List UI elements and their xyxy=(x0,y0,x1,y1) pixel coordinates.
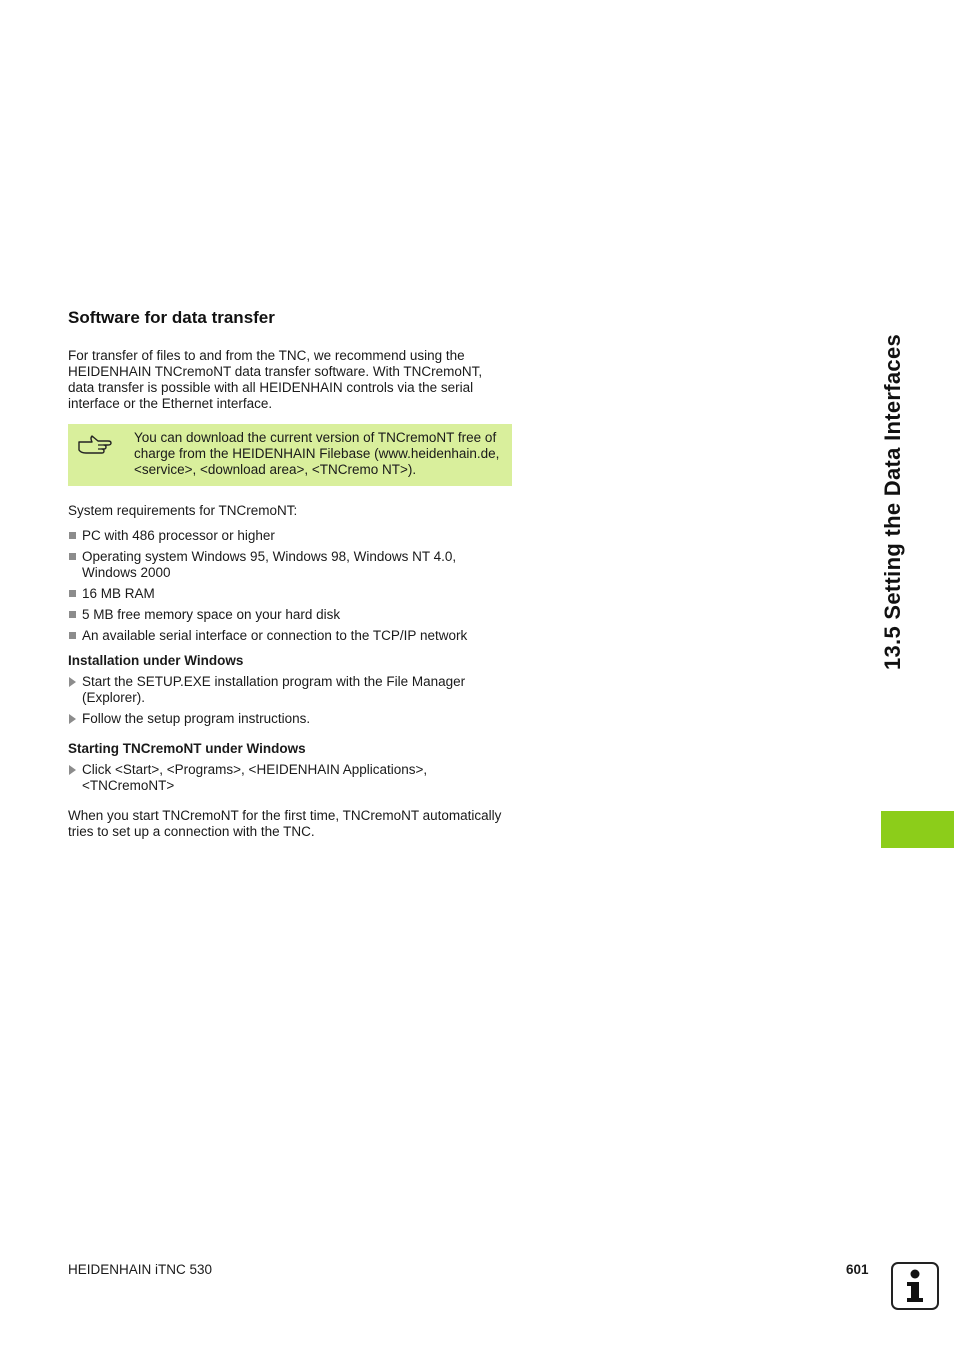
footer-manual-name: HEIDENHAIN iTNC 530 xyxy=(68,1262,213,1277)
intro-paragraph: For transfer of files to and from the TNC, we recommend using the HEIDENHAIN TNCremoNT data transfer software. With TNCremoNT, data transfer is possible with all HEIDENHAIN controls via the serial interface or the Ethernet interface. xyxy=(68,348,483,411)
install-steps xyxy=(68,674,512,727)
requirements-list xyxy=(68,528,512,644)
list-item: Click <Start>, <Programs>, <HEIDENHAIN Applications>, <TNCremoNT> xyxy=(68,762,512,794)
section-heading: Software for data transfer xyxy=(68,308,275,327)
list-item: Operating system Windows 95, Windows 98, Windows NT 4.0, Windows 2000 xyxy=(68,549,512,581)
start-heading: Starting TNCremoNT under Windows xyxy=(68,741,306,756)
main-content xyxy=(68,306,512,840)
list-item: Start the SETUP.EXE installation program with the File Manager (Explorer). xyxy=(68,674,512,706)
note-box xyxy=(68,424,512,486)
requirements-intro: System requirements for TNCremoNT: xyxy=(68,503,298,518)
list-item: 16 MB RAM xyxy=(68,586,512,602)
chapter-title-text: 13.5 Setting the Data Interfaces xyxy=(880,333,905,671)
list-item: Follow the setup program instructions. xyxy=(68,711,512,727)
info-icon xyxy=(891,1262,939,1310)
list-item: PC with 486 processor or higher xyxy=(68,528,512,544)
chapter-tab xyxy=(881,811,954,848)
closing-paragraph: When you start TNCremoNT for the first time, TNCremoNT automatically tries to set up a connection with the TNC. xyxy=(68,808,502,839)
note-text: You can download the current version of TNCremoNT free of charge from the HEIDENHAIN Filebase (www.heidenhain.de, <service>, <download area>, <TNCremo NT>). xyxy=(134,430,500,477)
start-steps xyxy=(68,762,512,794)
list-item: 5 MB free memory space on your hard disk xyxy=(68,607,512,623)
install-heading: Installation under Windows xyxy=(68,653,244,668)
list-item: An available serial interface or connection to the TCP/IP network xyxy=(68,628,512,644)
pointing-hand-icon xyxy=(78,430,134,478)
page-number: 601 xyxy=(846,1262,869,1277)
